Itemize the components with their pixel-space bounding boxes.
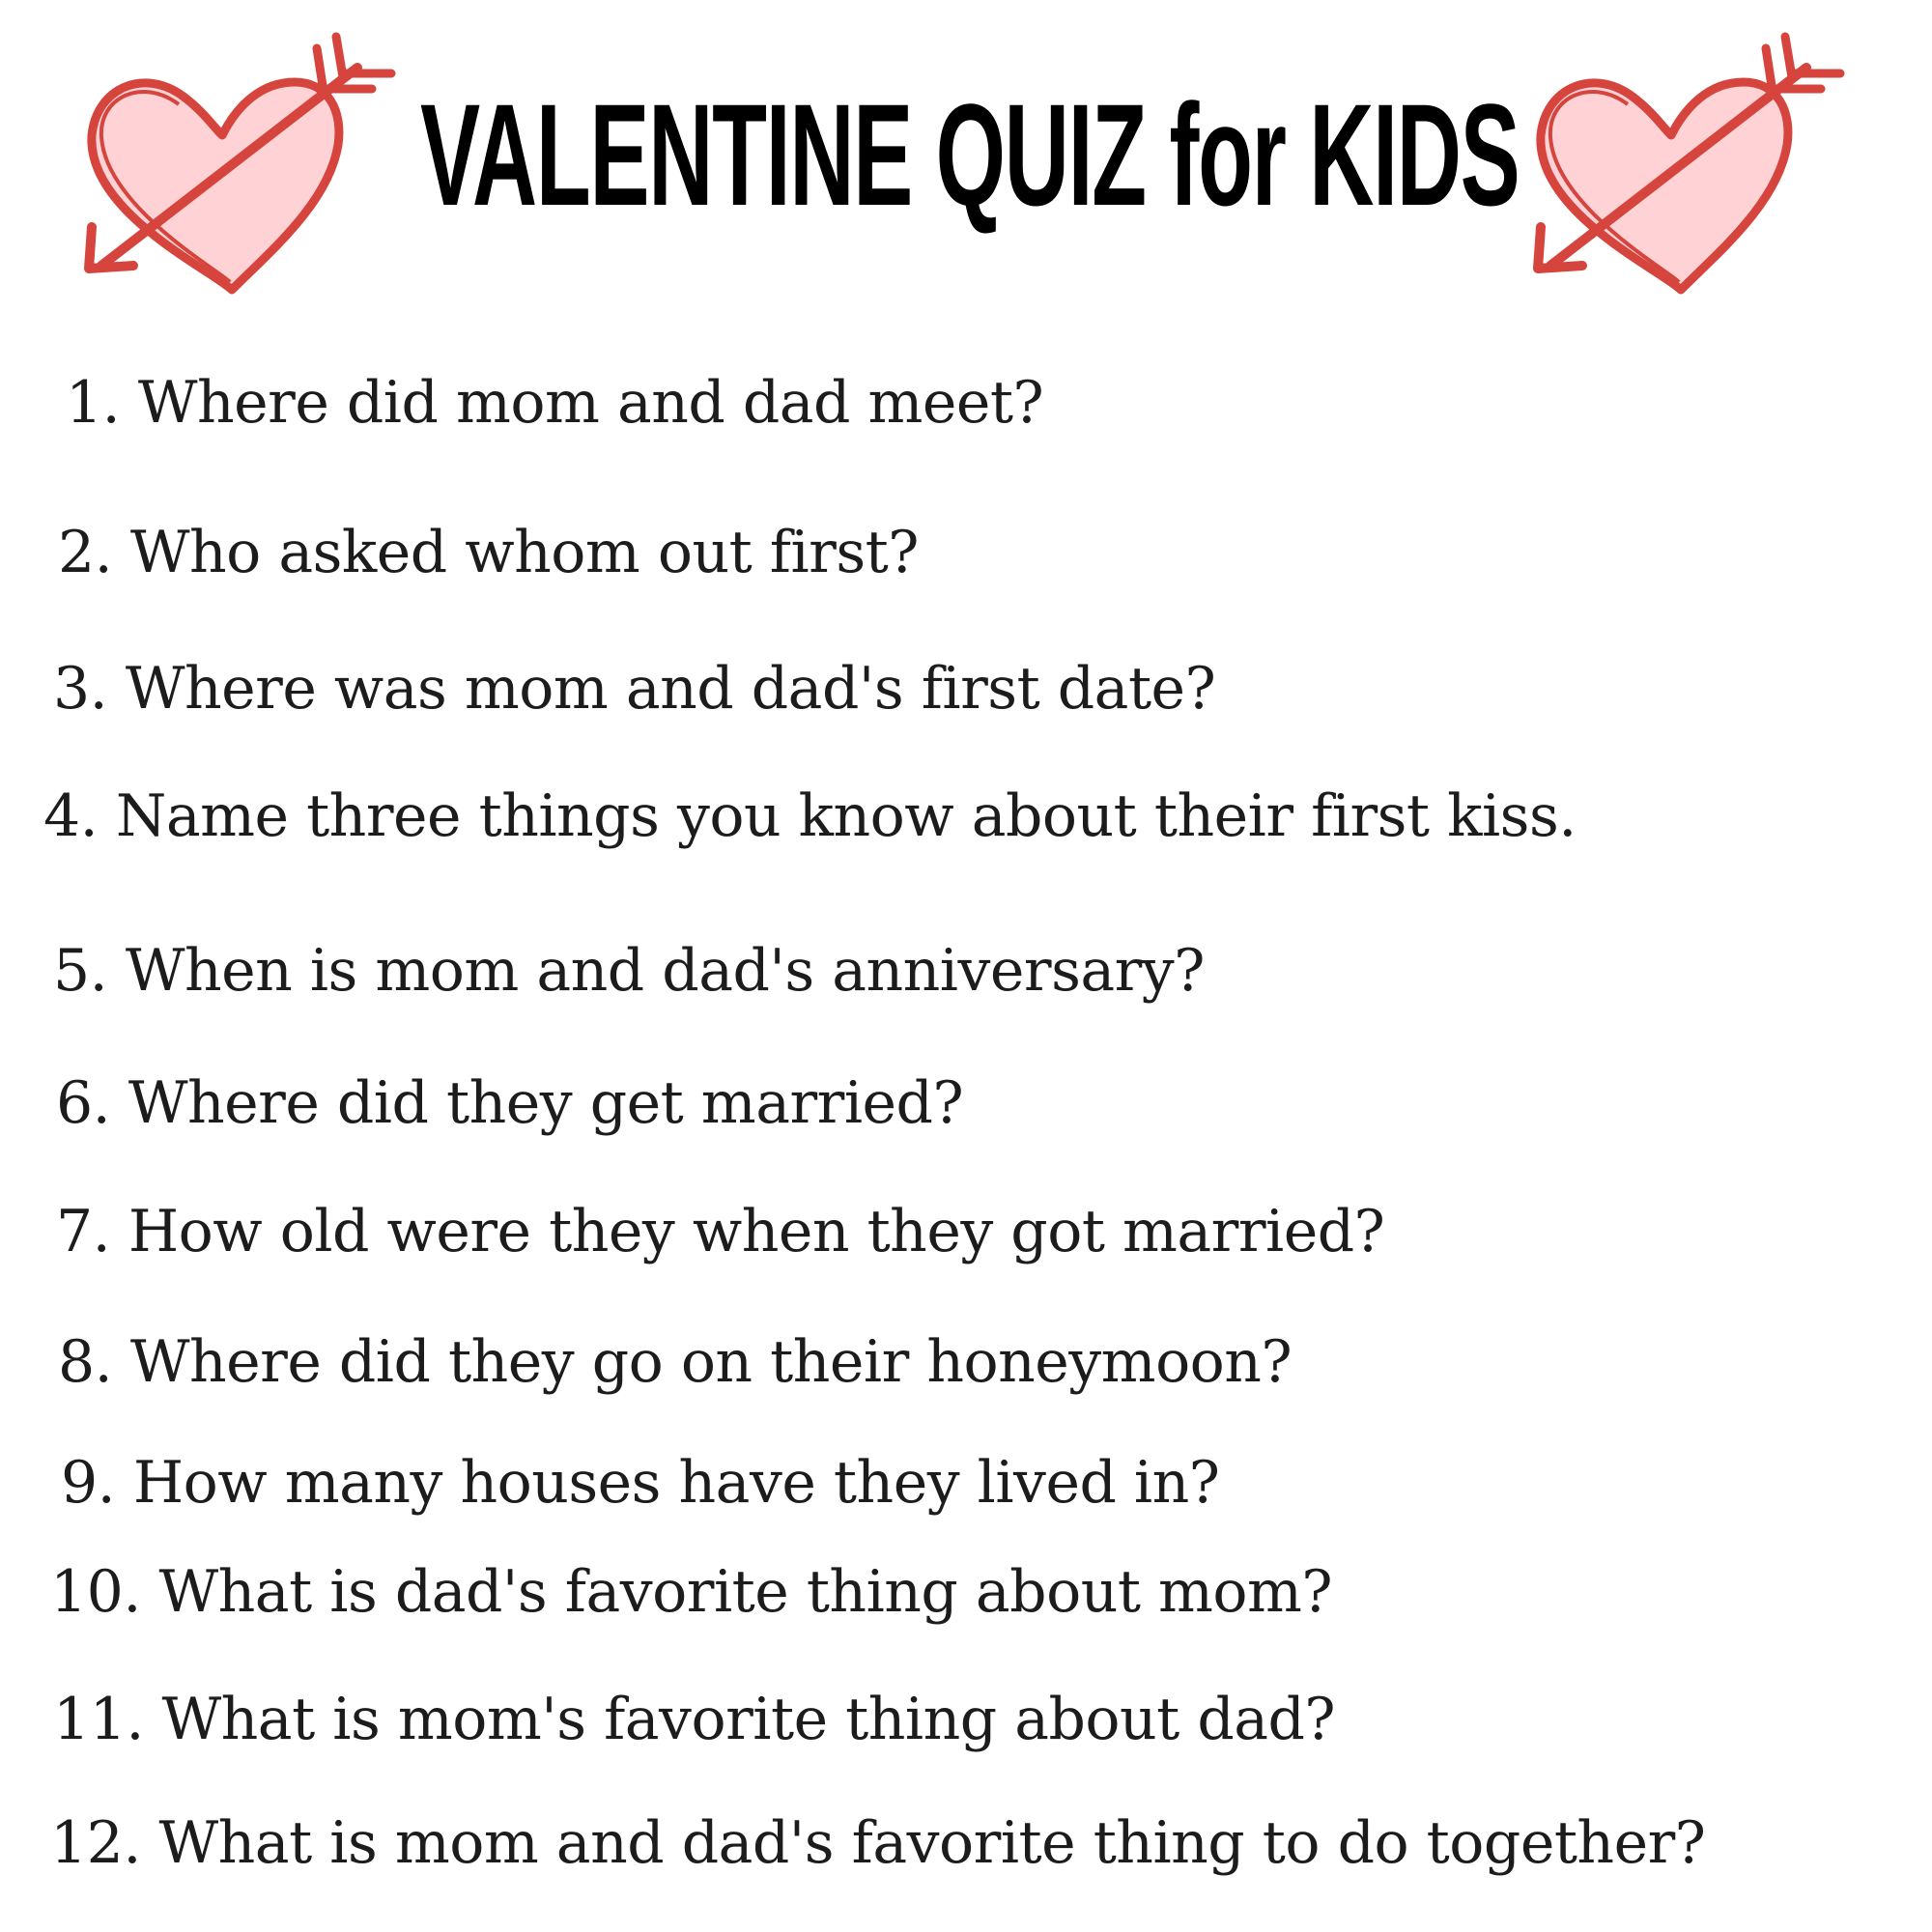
question-item: 3. Where was mom and dad's first date? — [53, 655, 1216, 723]
question-item: 2. Who asked whom out first? — [58, 519, 919, 586]
question-item: 12. What is mom and dad's favorite thing to do together? — [50, 1809, 1706, 1877]
question-item: 7. How old were they when they got married? — [56, 1198, 1385, 1265]
question-item: 9. How many houses have they lived in? — [61, 1449, 1220, 1517]
question-item: 11. What is mom's favorite thing about dad? — [53, 1686, 1336, 1753]
question-item: 6. Where did they get married? — [56, 1069, 964, 1137]
question-item: 8. Where did they go on their honeymoon? — [58, 1328, 1293, 1396]
question-item: 5. When is mom and dad's anniversary? — [53, 937, 1205, 1005]
question-item: 10. What is dad's favorite thing about mom? — [50, 1558, 1333, 1626]
page-title: VALENTINE QUIZ for KIDS — [420, 73, 1520, 236]
question-item: 1. Where did mom and dad meet? — [66, 369, 1044, 437]
question-item: 4. Name three things you know about their first kiss. — [43, 782, 1577, 850]
